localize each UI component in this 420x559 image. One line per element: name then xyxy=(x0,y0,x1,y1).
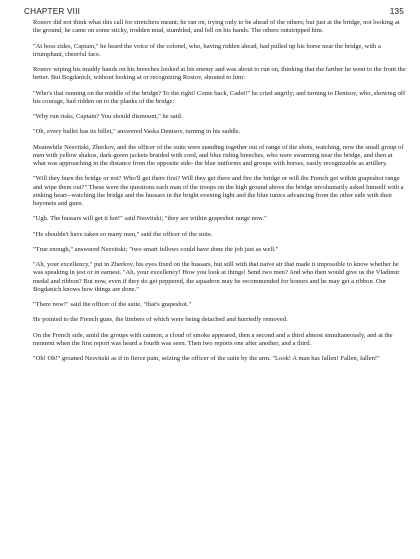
paragraph: "Will they burn the bridge or not? Who'll get there first? Will they get there and fire the bridge or will the French get within grapeshot range and wipe them out?" These were the questions each man of the troops on the high ground above the bridge involuntarily asked himself with a sinking heart--watching the bridge and the hussars in the bright evening light and the blue tunics advancing from the other side with their bayonets and guns. xyxy=(33,175,404,207)
paragraph: "Ah, your excellency," put in Zherkov, his eyes fixed on the hussars, but still with that naive air that made it impossible to know whether he was speaking in jest or in earnest. "Ah, your excellency! How you look at things! Send two men? And who then would give us the Vladimir medal and ribbon? But now, even if they do get peppered, the squadron may be recommended for honors and he may get a ribbon. Our Bogdanich knows how things are done." xyxy=(33,261,400,293)
paragraph: "Oh, every bullet has its billet," answered Vaska Denisov, turning in his saddle. xyxy=(33,128,241,136)
paragraph: On the French side, amid the groups with cannon, a cloud of smoke appeared, then a second and a third almost simultaneously, and at the moment when the first report was heard a fourth was seen. Then two reports one after another, and a third. xyxy=(33,331,393,347)
paragraph: Meanwhile Nesvitski, Zherkov, and the officer of the suite were standing together out of range of the shots, watching, now the small group of men with yellow shakos, dark-green jackets braided with cord, and blue riding breeches, who were swarming near the bridge, and then at what was approaching in the distance from the opposite side- the blue uniforms and groups with horses, easily recognizable as artillery. xyxy=(33,143,404,167)
paragraph: "At boss zides, Captain," he heard the voice of the colonel, who, having ridden ahead, had pulled up his horse near the bridge, with a triumphant, cheerful face. xyxy=(33,42,381,58)
chapter-title: CHAPTER VIII xyxy=(24,7,81,16)
paragraph: "True enough," answered Nesvitski; "two smart fellows could have done the job just as well." xyxy=(33,245,279,253)
paragraph: "Who's that running on the middle of the bridge? To the right! Come back, Cadet!" he cried angrily; and turning to Denisov, who, showing off his courage, had ridden on to the planks of the bridge: xyxy=(33,89,406,105)
page-header xyxy=(24,7,406,19)
paragraph: He pointed to the French guns, the limbers of which were being detached and hurriedly removed. xyxy=(33,316,288,324)
page-body xyxy=(33,19,406,363)
paragraph: Rostov wiping his muddy hands on his breeches looked at his enemy and was about to run on, thinking that the farther he went to the front the better. But Bogdanich, without looking at or recognizing Rostov, shouted to him: xyxy=(33,66,406,82)
page-number: 135 xyxy=(389,7,404,16)
paragraph: "Why run risks, Captain? You should dismount," he said. xyxy=(33,113,183,120)
paragraph: "There now!" said the officer of the suite, "that's grapeshot." xyxy=(33,301,192,308)
paragraph: Rostov did not think what this call for stretchers meant; he ran on, trying only to be ahead of the others; but just at the bridge, not looking at the ground, he came on some sticky, trodden mud, stumbled, and fell on his hands. The others outstripped him. xyxy=(33,19,400,35)
paragraph: "Ugh. The hussars will get it hot!" said Nesvitski; "they are within grapeshot range now." xyxy=(33,215,267,223)
paragraph: "He shouldn't have taken so many men," said the officer of the suite. xyxy=(33,230,213,238)
paragraph: "Oh! Oh!" groaned Nesvitski as if in fierce pain, seizing the officer of the suite by the arm. "Look! A man has fallen! Fallen, fallen!" xyxy=(33,355,380,362)
